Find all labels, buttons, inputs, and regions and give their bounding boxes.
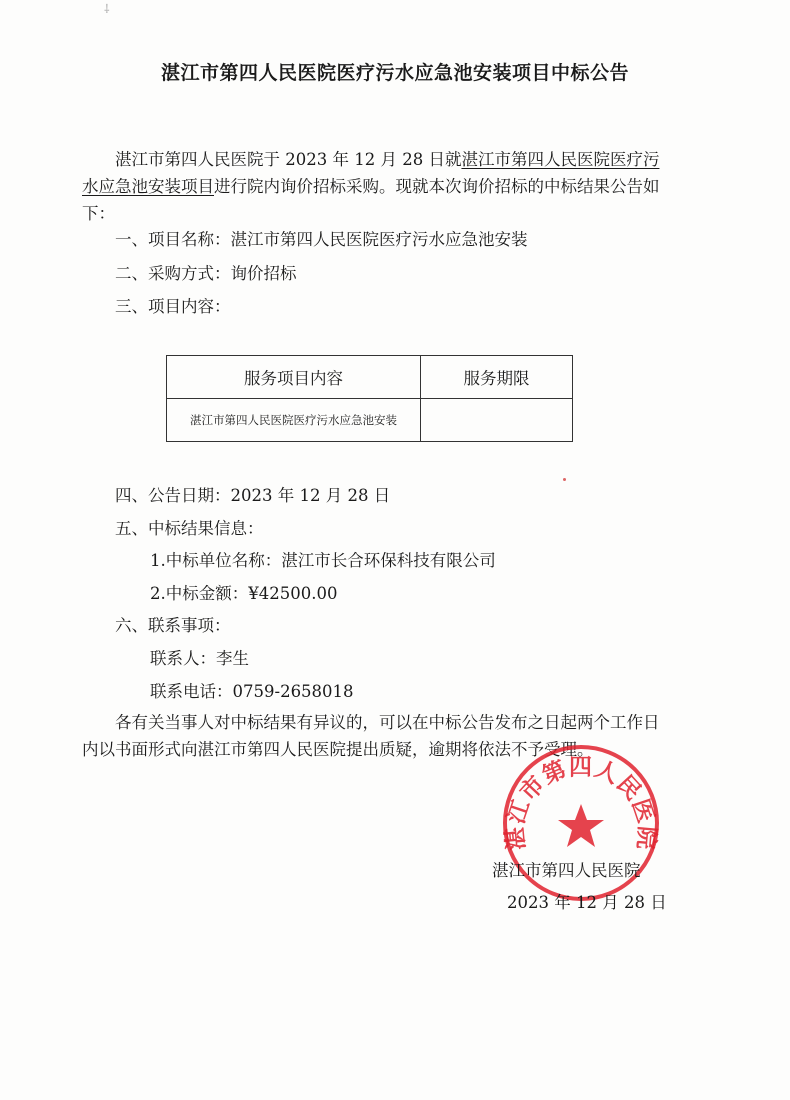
result-winner: 1.中标单位名称：湛江市长合环保科技有限公司 xyxy=(150,551,496,570)
ink-dot xyxy=(563,478,566,481)
intro-prefix: 湛江市第四人民医院于 2023 年 12 月 28 日就 xyxy=(115,150,462,169)
item-procurement-method: 二、采购方式：询价招标 xyxy=(115,264,297,283)
announce-date: 四、公告日期：2023 年 12 月 28 日 xyxy=(115,486,391,505)
corner-mark: ⸸ xyxy=(104,2,110,16)
service-table xyxy=(166,355,573,442)
header-service-period: 服务期限 xyxy=(421,356,573,399)
contact-heading: 六、联系事项： xyxy=(115,616,231,635)
page-title: 湛江市第四人民医院医疗污水应急池安装项目中标公告 xyxy=(160,62,629,84)
item-project-content: 三、项目内容： xyxy=(115,297,231,316)
seal-star-icon xyxy=(558,804,604,847)
intro-paragraph xyxy=(82,146,672,227)
contact-person: 联系人：李生 xyxy=(150,649,249,668)
signature-org: 湛江市第四人民医院 xyxy=(492,861,641,880)
header-service-content: 服务项目内容 xyxy=(167,356,421,399)
seal-text: 湛江市第四人民医院 xyxy=(502,754,660,852)
table-row xyxy=(167,399,573,442)
objection-paragraph: 各有关当事人对中标结果有异议的，可以在中标公告发布之日起两个工作日内以书面形式向湛江市第四人民医院提出质疑，逾期将依法不予受理。 xyxy=(82,713,660,759)
result-heading: 五、中标结果信息： xyxy=(115,519,264,538)
cell-service-content: 湛江市第四人民医院医疗污水应急池安装 xyxy=(167,399,421,442)
intro-suffix: 进行院内询价招标采购。现就本次询价招标的中标结果公告如下： xyxy=(82,177,660,223)
contact-phone: 联系电话：0759-2658018 xyxy=(150,682,354,701)
signature-date: 2023 年 12 月 28 日 xyxy=(507,893,667,912)
intro-project-name: 湛江市第四人民医院医疗污水应急池安装项目 xyxy=(82,150,660,196)
cell-service-period xyxy=(421,399,573,442)
result-amount: 2.中标金额：¥42500.00 xyxy=(150,584,338,603)
item-project-name: 一、项目名称：湛江市第四人民医院医疗污水应急池安装 xyxy=(115,230,528,249)
table-header-row xyxy=(167,356,573,399)
